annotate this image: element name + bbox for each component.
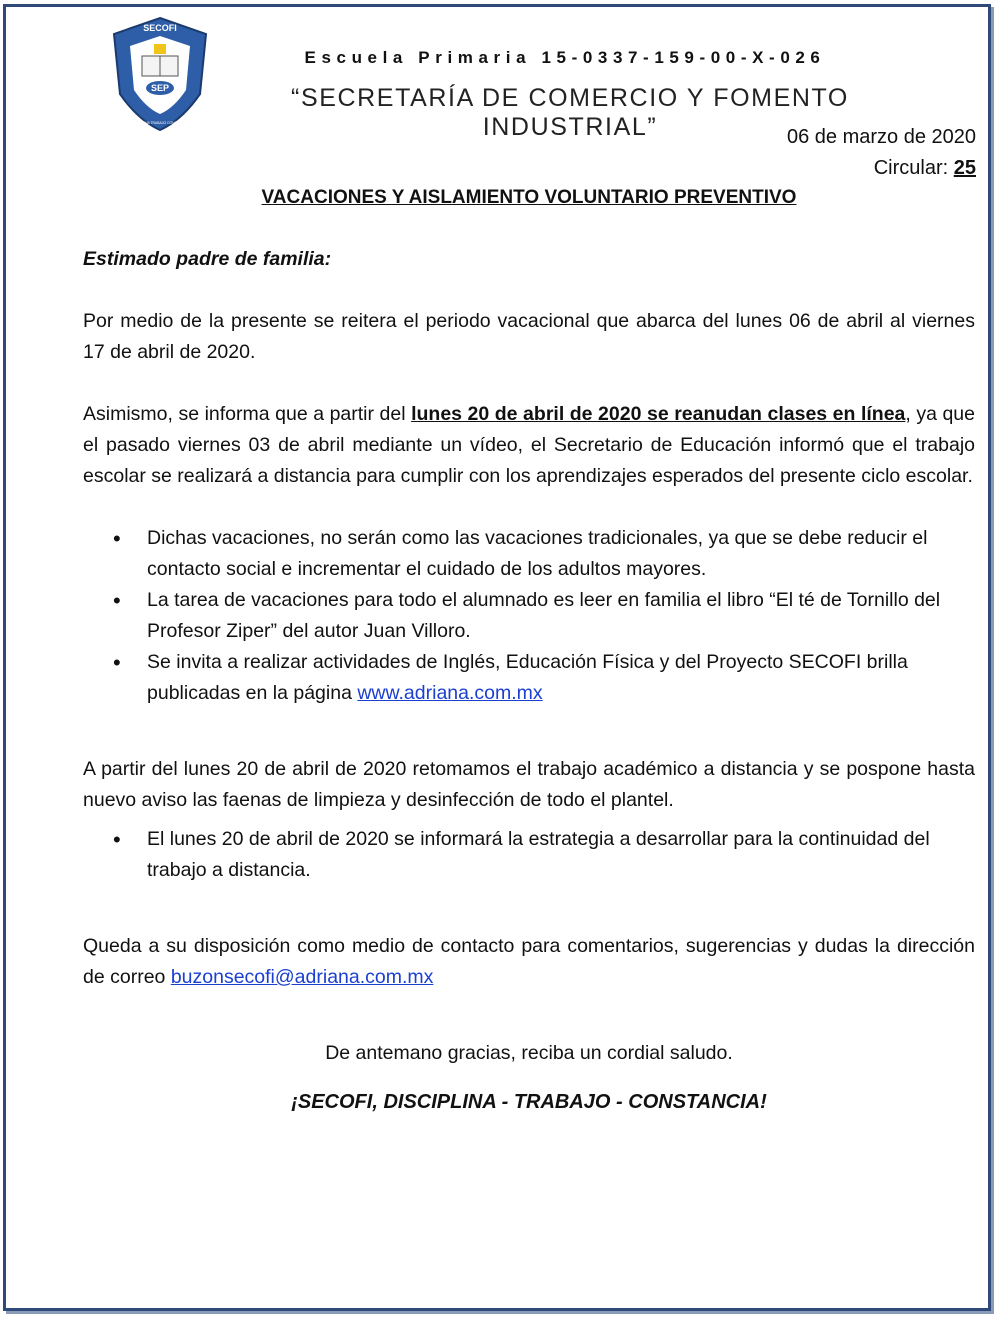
email-link[interactable]: buzonsecofi@adriana.com.mx <box>170 966 434 988</box>
letter-body <box>83 244 975 1118</box>
closing-motto: ¡SECOFI, DISCIPLINA - TRABAJO - CONSTANCIA! <box>291 1091 767 1113</box>
school-logo <box>110 16 210 132</box>
logo-ring-text: SECOFI <box>143 23 177 33</box>
list-item: • La tarea de vacaciones para todo el alumnado es leer en familia el libro “El té de Tornillo del Profesor Ziper” del autor Juan Villoro. <box>83 585 975 647</box>
paragraph-vacation-period: Por medio de la presente se reitera el periodo vacacional que abarca del lunes 06 de abril al viernes 17 de abril de 2020. <box>83 310 975 363</box>
paragraph-online-classes-intro: Asimismo, se informa que a partir del <box>83 403 412 425</box>
paragraph-remote-work: A partir del lunes 20 de abril de 2020 retomamos el trabajo académico a distancia y se pospone hasta nuevo aviso las faenas de limpieza y desinfección de todo el plantel. <box>83 758 975 811</box>
circular-label: Circular: <box>873 157 949 179</box>
paragraph-online-classes <box>83 399 975 492</box>
online-classes-highlight: lunes 20 de abril de 2020 se reanudan clases en línea <box>411 403 906 425</box>
school-motto: “SECRETARÍA DE COMERCIO Y FOMENTO INDUSTRIAL” <box>291 84 849 141</box>
paragraph-contact <box>83 931 975 993</box>
contact-text: Queda a su disposición como medio de contacto para comentarios, sugerencias y dudas la dirección de correo <box>83 935 975 988</box>
list-item-text: Se invita a realizar actividades de Inglés, Educación Física y del Proyecto SECOFI brilla publicadas en la página <box>147 651 908 704</box>
document-title: VACACIONES Y AISLAMIENTO VOLUNTARIO PREVENTIVO <box>261 187 797 208</box>
list-item <box>83 647 975 709</box>
website-link[interactable]: www.adriana.com.mx <box>357 682 543 704</box>
document-date: 06 de marzo de 2020 <box>786 126 976 148</box>
paragraph-online-classes-rest: , ya que el pasado viernes 03 de abril mediante un vídeo, el Secretario de Educación informó que el trabajo escolar se realizará a distancia para cumplir con los aprendizajes esperados del presente ciclo escolar. <box>83 403 975 487</box>
farewell: De antemano gracias, reciba un cordial saludo. <box>325 1042 733 1064</box>
logo-side-text: DISCIPLINA TRABAJO CONSTANCIA <box>130 121 190 125</box>
greeting: Estimado padre de familia: <box>83 248 332 270</box>
circular-number-line <box>874 157 976 180</box>
remote-work-list <box>83 824 975 886</box>
list-item: • Dichas vacaciones, no serán como las vacaciones tradicionales, ya que se debe reducir el contacto social e incrementar el cuidado de los adultos mayores. <box>83 523 975 585</box>
school-name: Escuela Primaria 15-0337-159-00-X-026 <box>304 48 826 67</box>
vacation-notes-list <box>83 523 975 709</box>
list-item: • El lunes 20 de abril de 2020 se informará la estrategia a desarrollar para la continuidad del trabajo a distancia. <box>83 824 975 886</box>
circular-number: 25 <box>953 157 976 179</box>
logo-center-text: SEP <box>150 83 170 93</box>
